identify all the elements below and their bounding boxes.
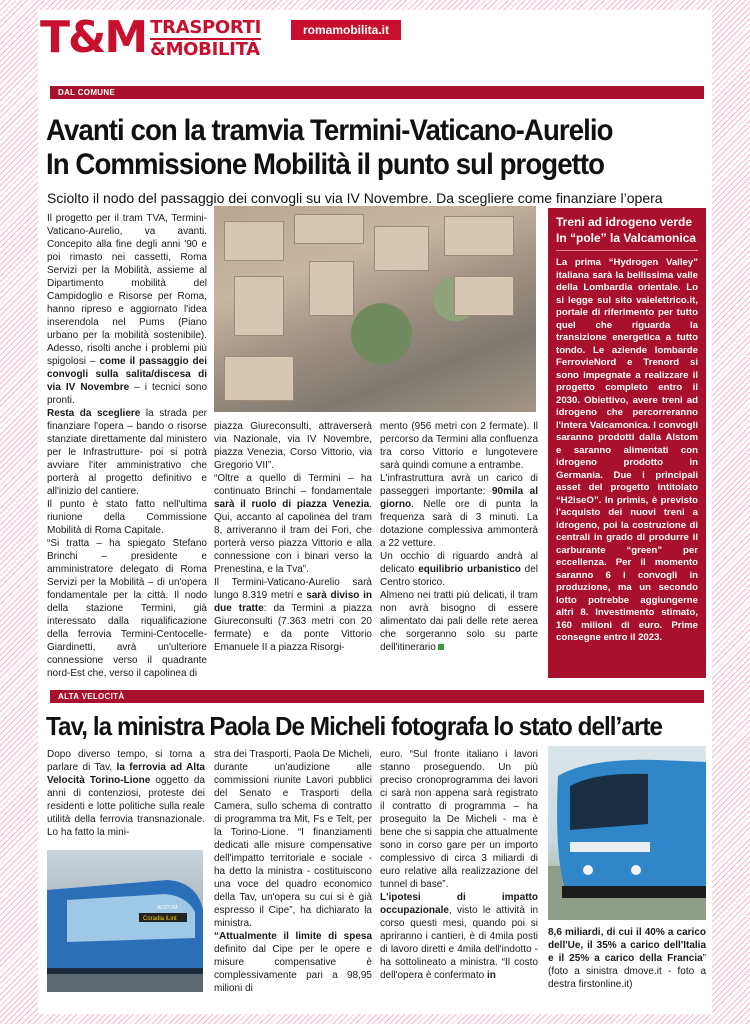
logo-mark: T&M	[40, 12, 147, 63]
section-bar-comune: DAL COMUNE	[50, 86, 704, 99]
paragraph: Il progetto per il tram TVA, Termini-Vaticano-Aurelio, va avanti. Concepito alla fine degli anni '90 e poi rimasto nei cassetti, Roma Servizi per la Mobilità, assieme al Dipartimento mobilità del Campidoglio e Risorse per Roma, hanno ripreso e aggiornato l'idea inserendola nel Pums (Piano urbano per la mobilità sostenibile). Adesso, risolti anche i problemi più spigolosi – come il passaggio dei convogli sulla salita/discesa di via IV Novembre – i tecnici sono pronti.	[47, 213, 208, 406]
paragraph: Almeno nei tratti più delicati, il tram non avrà bisogno di essere alimentato dai pali delle rete aerea che sorgeranno solo su parte dell'itinerario	[380, 590, 538, 653]
train-photo-right	[548, 746, 706, 920]
magazine-page	[38, 10, 712, 1014]
site-tag: romamobilita.it	[291, 20, 401, 40]
paragraph: Un occhio di riguardo andrà al delicato equilibrio urbanistico del Centro storico.	[380, 551, 539, 588]
logo-line2: &MOBILITÀ	[150, 38, 260, 60]
train-brand: ALSTOM	[157, 905, 178, 911]
logo-words	[150, 18, 261, 59]
headline-line2: In Commissione Mobilità il punto sul progetto	[46, 148, 605, 181]
train-sign: Coradia iLint	[143, 916, 177, 922]
paragraph: Dopo diverso tempo, si torna a parlare di Tav, la ferrovia ad Alta Velocità Torino-Lione oggetto da anni di contenziosi, proteste dei residenti e lotte politiche sulla reale utilità della ferrovia transnazionale. Lo ha fatto la mini-	[47, 749, 206, 838]
paragraph: L'infrastruttura avrà un carico di passeggeri importante: 90mila al giorno. Nelle ore di punta la frequenza sarà di 3 minuti. La dotazione complessiva ammonterà a 22 vetture.	[380, 473, 538, 549]
paragraph: “Si tratta – ha spiegato Stefano Brinchi – presidente e amministratore delegato di Roma Servizi per la Mobilità – di un'opera fondamentale per la città. Il nodo della stazione Termini, già interessato dalla riqualificazione della ferrovia Termini-Centocelle-Giardinetti, avrà un'ulteriore connessione verso il quadrante nord-Est che, verso il capolinea di	[47, 538, 207, 679]
end-of-article-icon	[438, 644, 444, 650]
train-photo-left	[47, 850, 203, 992]
paragraph: mento (956 metri con 2 fermate). Il percorso da Termini alla confluenza tra corso Vittorio e lungotevere sarà quindi comune a entrambe.	[380, 421, 538, 471]
paragraph: 8,6 miliardi, di cui il 40% a carico dell'Ue, il 35% a carico dell'Italia e il 25% a carico della Francia” (foto a sinistra dmove.it - foto a destra firstonline.it)	[548, 927, 706, 990]
sidebar-text: La prima “Hydrogen Valley” italiana sarà la bellissima valle della Lombardia orientale. Lo si legge sul sito vaielettrico.it, portale di riferimento per tutto quel che riguarda la transizione energetica a tutto tondo. Le aziende lombarde FerrovieNord e Trenord si sono impegnate a realizzare il progetto completo entro il 2030. Obiettivo, avere treni ad idrogeno che percorreranno l'intera Valcamonica. I convogli saranno prodotti dalla Alstom e saranno alimentati con idrogeno prodotto in Germania. Due i principali asset del progetto intitolato “H2iseO”. In primis, è previsto l'acquisto dei nuovi treni a idrogeno, poi la costruzione di centrali in grado di produrre il carburante “green” per eccellenza. Per il momento saranno 6 i convogli in produzione, ma un secondo lotto potrebbe aggiungerne altri 8. Investimento stimato, 160 milioni di euro. Prime consegne entro il 2023.	[556, 257, 698, 643]
article1-column-3	[380, 420, 538, 654]
paragraph: piazza Giureconsulti, attraverserà via Nazionale, via IV Novembre, piazza Venezia, Corso Vittorio, via Gregorio VII”.	[214, 421, 372, 471]
article1-column-1	[47, 212, 207, 680]
masthead-logo	[40, 12, 262, 63]
logo-line1: TRASPORTI	[150, 16, 262, 38]
paragraph: Resta da scegliere la strada per finanziare l'opera – bando o risorse stanziate direttamente dal ministero per le Infrastrutture- poi si potrà avviare l'iter amministrativo che porterà al progetto definitivo e all'inizio del cantiere.	[47, 408, 208, 497]
headline-tav: Tav, la ministra Paola De Micheli fotografa lo stato dell’arte	[46, 711, 662, 741]
article2-column-4	[548, 926, 706, 991]
headline-tramvia	[46, 114, 653, 182]
paragraph: Il punto è stato fatto nell'ultima riunione della Commissione Mobilità di Roma Capitale.	[47, 499, 207, 536]
paragraph: “Oltre a quello di Termini – ha continuato Brinchi – fondamentale sarà il ruolo di piazza Venezia. Qui, accanto al capolinea del tram 8, arriveranno il tram dei Fori, che porterà verso piazza Vittorio e alla connessione con i binari verso la Prenestina, e la Tva”.	[214, 473, 372, 575]
sidebar-title: Treni ad idrogeno verde In “pole” la Valcamonica	[556, 214, 698, 251]
paragraph: L'ipotesi di impatto occupazionale, visto le attività in corso questi mesi, quando poi si apriranno i cantieri, è di 4mila posti di lavoro diretti e 4mila dell'indotto - ha sottolineato a ministra. “Il costo dell'opera è confermato in	[380, 892, 538, 981]
subheadline: Sciolto il nodo del passaggio dei convogli su via IV Novembre. Da scegliere come finanziare l’opera	[47, 190, 663, 206]
paragraph: stra dei Trasporti, Paola De Micheli, durante un'audizione alle commissioni riunite Lavori pubblici del Senato e Trasporti della Camera, sullo schema di contratto di programma tra Mit, Fs e Telt, per la Torino-Lione. “I finanziamenti dedicati alle misure compensative dell'impatto territoriale e sociale - ha detto la ministra - costituiscono una voce del quadro economico della Tav, un'opera su cui si è già espresso il Cipe”, ha dichiarato la ministra.	[214, 749, 372, 929]
headline-line1: Avanti con la tramvia Termini-Vaticano-Aurelio	[46, 114, 613, 147]
article1-column-2	[214, 420, 372, 654]
section-bar-alta-velocita: ALTA VELOCITÀ	[50, 690, 704, 703]
paragraph: “Attualmente il limite di spesa definito dal Cipe per le opere e misure compensative è complessivamente pari a 98,95 milioni di	[214, 931, 372, 994]
article2-column-2	[214, 748, 372, 995]
article2-column-1	[47, 748, 205, 839]
paragraph: Il Termini-Vaticano-Aurelio sarà lungo 8.319 metri e sarà diviso in due tratte: da Termini a piazza Giureconsulti (7.363 metri con 20 fermate) e da ponte Vittorio Emanuele II a piazza Risorgi-	[214, 577, 373, 653]
paragraph: euro. “Sul fronte italiano i lavori stanno proseguendo. Un più preciso cronoprogramma dei lavori ci sarà non appena sarà registrato il contratto di programma – ha proseguito la De Micheli - ma è bene che si sappia che attualmente sono in corso gare per un importo complessivo di circa 3 miliardi di euro relative alla realizzazione del tunnel di base”.	[380, 749, 538, 890]
sidebar-box-idrogeno	[548, 208, 706, 678]
article2-column-3	[380, 748, 538, 982]
aerial-city-photo	[214, 206, 536, 412]
